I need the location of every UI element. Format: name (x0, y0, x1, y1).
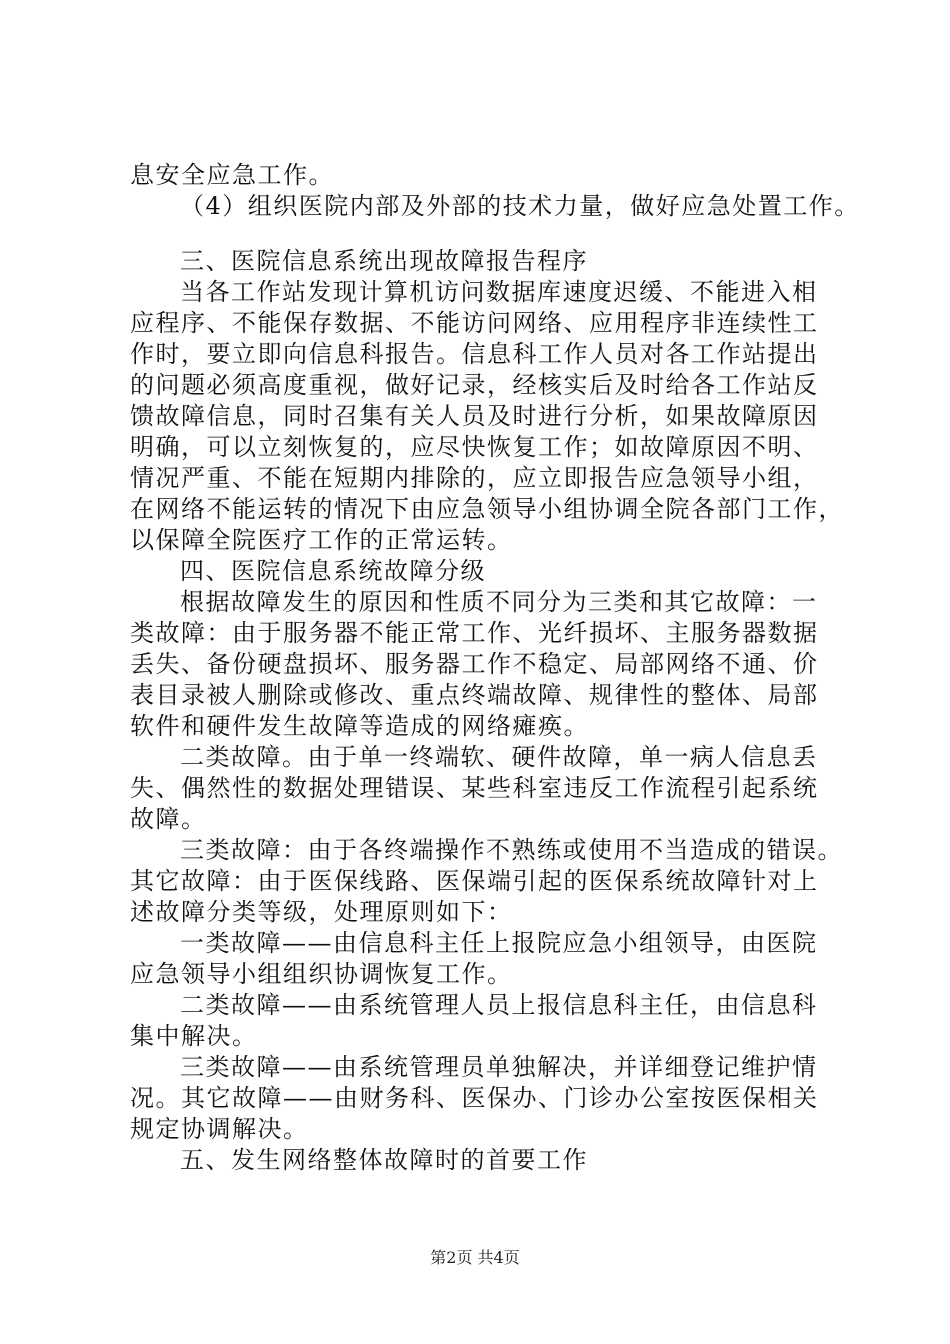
text-line: 况。其它故障——由财务科、医保办、门诊办公室按医保相关 (130, 1084, 819, 1112)
text-line: 以保障全院医疗工作的正常运转。 (130, 526, 513, 554)
section-heading: 三、医院信息系统出现故障报告程序 (180, 247, 588, 275)
paragraph-gap (130, 222, 830, 246)
text-line: 三类故障——由系统管理员单独解决，并详细登记维护情 (180, 1053, 818, 1081)
text-line: 丢失、备份硬盘损坏、服务器工作不稳定、局部网络不通、价 (130, 650, 819, 678)
text-line: 集中解决。 (130, 1022, 258, 1050)
text-line: （4）组织医院内部及外部的技术力量，做好应急处置工作。 (180, 192, 860, 220)
text-line: 情况严重、不能在短期内排除的，应立即报告应急领导小组， (130, 464, 819, 492)
text-line: 规定协调解决。 (130, 1115, 309, 1143)
text-line: 明确，可以立刻恢复的，应尽快恢复工作；如故障原因不明、 (130, 433, 819, 461)
text-line: 当各工作站发现计算机访问数据库速度迟缓、不能进入相 (180, 278, 818, 306)
text-line: 其它故障：由于医保线路、医保端引起的医保系统故障针对上 (130, 867, 819, 895)
text-line: 二类故障——由系统管理人员上报信息科主任，由信息科 (180, 991, 818, 1019)
text-line: 根据故障发生的原因和性质不同分为三类和其它故障：一 (180, 588, 818, 616)
text-line: 三类故障：由于各终端操作不熟练或使用不当造成的错误。 (180, 836, 843, 864)
text-line: 故障。 (130, 805, 207, 833)
text-line: 应急领导小组组织协调恢复工作。 (130, 960, 513, 988)
text-line: 表目录被人删除或修改、重点终端故障、规律性的整体、局部 (130, 681, 819, 709)
section-heading: 四、医院信息系统故障分级 (180, 557, 486, 585)
text-line: 应程序、不能保存数据、不能访问网络、应用程序非连续性工 (130, 309, 819, 337)
text-line: 软件和硬件发生故障等造成的网络瘫痪。 (130, 712, 589, 740)
text-line: 在网络不能运转的情况下由应急领导小组协调全院各部门工作， (130, 495, 844, 523)
text-line: 失、偶然性的数据处理错误、某些科室违反工作流程引起系统 (130, 774, 819, 802)
section-heading: 五、发生网络整体故障时的首要工作 (180, 1146, 588, 1174)
text-line: 息安全应急工作。 (130, 161, 334, 189)
text-line: 的问题必须高度重视，做好记录，经核实后及时给各工作站反 (130, 371, 819, 399)
page-number: 第2页 共4页 (430, 1248, 520, 1267)
document-body (130, 160, 860, 1176)
text-line: 述故障分类等级，处理原则如下： (130, 898, 513, 926)
text-line: 二类故障。由于单一终端软、硬件故障，单一病人信息丢 (180, 743, 818, 771)
text-line: 类故障：由于服务器不能正常工作、光纤损坏、主服务器数据 (130, 619, 819, 647)
text-line: 作时，要立即向信息科报告。信息科工作人员对各工作站提出 (130, 340, 819, 368)
text-line: 馈故障信息，同时召集有关人员及时进行分析，如果故障原因 (130, 402, 819, 430)
text-line: 一类故障——由信息科主任上报院应急小组领导，由医院 (180, 929, 818, 957)
